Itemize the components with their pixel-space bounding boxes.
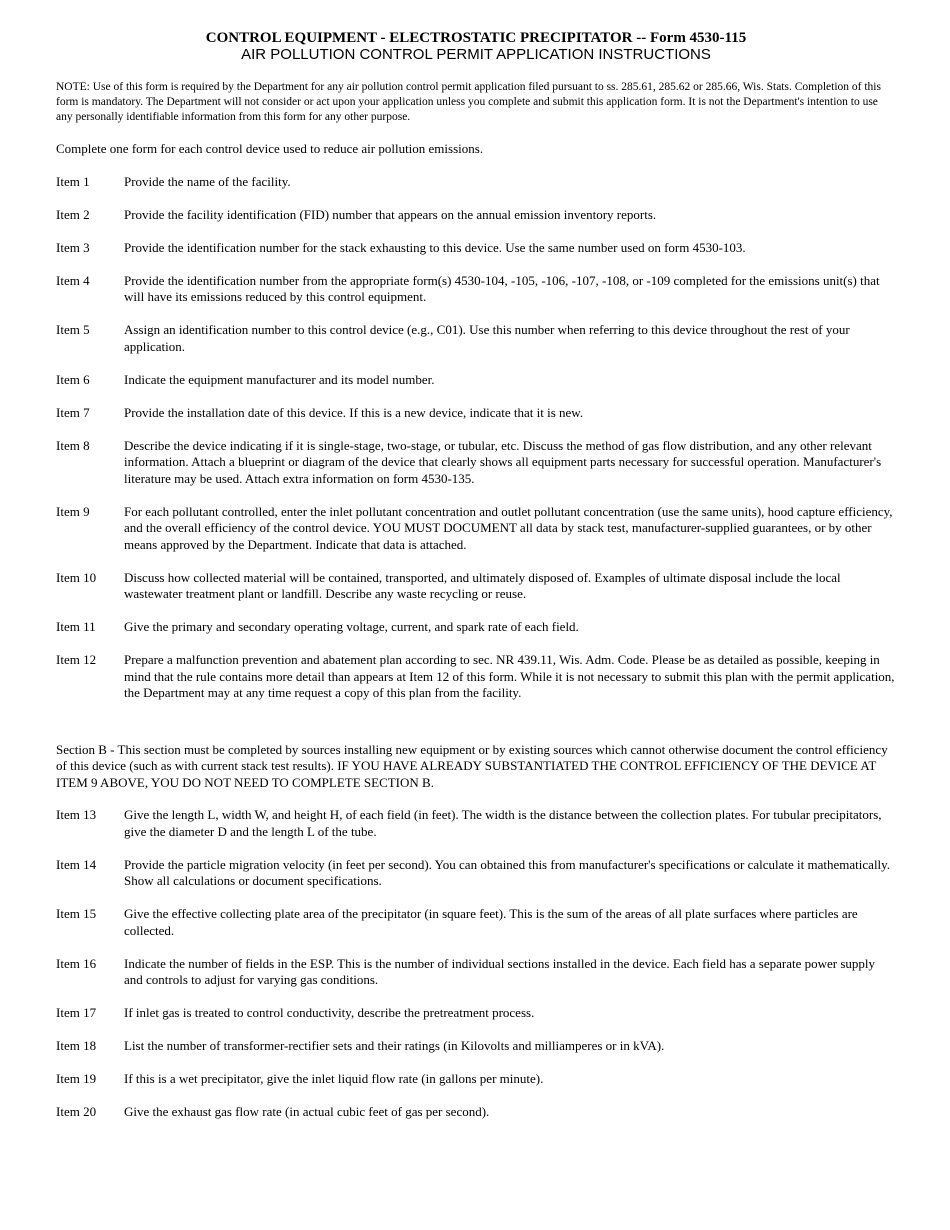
item-text: If this is a wet precipitator, give the inlet liquid flow rate (in gallons per minute). <box>124 1071 544 1086</box>
intro-text: Complete one form for each control device used to reduce air pollution emissions. <box>56 141 484 156</box>
item-label: Item 3 <box>56 239 90 255</box>
document-page <box>56 30 896 1137</box>
item-label: Item 7 <box>56 404 90 420</box>
item-text: Indicate the number of fields in the ESP. This is the number of individual sections installed in the device. Each field has a separate power supply and controls to adjust for varying gas conditions. <box>124 955 876 987</box>
item-text: Provide the facility identification (FID) number that appears on the annual emission inventory reports. <box>124 206 657 222</box>
item-label: Item 2 <box>56 206 90 222</box>
item-text: For each pollutant controlled, enter the inlet pollutant concentration and outlet pollutant concentration (use the same units), hood capture efficiency, and the overall efficiency of the control device. YOU MUST DOCUMENT all data by stack test, manufacturer-supplied guarantees, or by other means approved by the Department. Indicate that data is attached. <box>124 503 893 552</box>
page-subtitle: AIR POLLUTION CONTROL PERMIT APPLICATION INSTRUCTIONS <box>241 46 711 63</box>
item-label: Item 4 <box>56 272 90 288</box>
item-label: Item 20 <box>56 1104 97 1119</box>
item-text: Indicate the equipment manufacturer and its model number. <box>124 371 435 387</box>
item-label: Item 19 <box>56 1071 97 1086</box>
item-label: Item 1 <box>56 173 90 189</box>
instruction-item <box>56 438 896 488</box>
item-label: Item 9 <box>56 503 90 519</box>
instruction-item <box>56 1038 896 1055</box>
item-label: Item 18 <box>56 1038 97 1053</box>
items-section-b <box>56 807 896 1121</box>
instruction-item <box>56 207 896 224</box>
item-label: Item 15 <box>56 906 97 921</box>
instruction-item <box>56 652 896 702</box>
instruction-item <box>56 504 896 554</box>
item-text: List the number of transformer-rectifier sets and their ratings (in Kilovolts and milliamperes or in kVA). <box>124 1038 665 1053</box>
instruction-item <box>56 807 896 840</box>
item-text: Assign an identification number to this control device (e.g., C01). Use this number when referring to this device throughout the rest of your application. <box>124 322 850 354</box>
item-label: Item 8 <box>56 437 90 453</box>
item-text: Discuss how collected material will be contained, transported, and ultimately disposed of. Examples of ultimate disposal include the local wastewater treatment plant or landfill. Describe any waste recycling or reuse. <box>124 569 841 601</box>
item-label: Item 6 <box>56 371 90 387</box>
item-text: Provide the identification number from the appropriate form(s) 4530-104, -105, -106, -107, -108, or -109 completed for the emissions unit(s) that will have its emissions reduced by this control equipment. <box>124 272 880 304</box>
item-text: Give the effective collecting plate area of the precipitator (in square feet). This is the sum of the areas of all plate surfaces where particles are collected. <box>124 906 858 938</box>
item-text: Provide the identification number for the stack exhausting to this device. Use the same number used on form 4530-103. <box>124 239 746 255</box>
instruction-item <box>56 906 896 939</box>
item-text: Prepare a malfunction prevention and abatement plan according to sec. NR 439.11, Wis. Adm. Code. Please be as detailed as possible, keeping in mind that the rule contains more detail than appears at Item 12 of this form. While it is not necessary to submit this plan with the permit application, the Department may at any time request a copy of this plan from the facility. <box>124 652 895 700</box>
instruction-item <box>56 956 896 989</box>
item-text: Describe the device indicating if it is single-stage, two-stage, or tubular, etc. Discuss the method of gas flow distribution, and any other relevant information. Attach a blueprint or diagram of the device that clearly shows all equipment parts necessary for successful operation. Manufacturer's literature may be used. Attach extra information on form 4530-135. <box>124 437 882 486</box>
item-text: If inlet gas is treated to control conductivity, describe the pretreatment process. <box>124 1005 535 1020</box>
instruction-item <box>56 1071 896 1088</box>
privacy-note: NOTE: Use of this form is required by the Department for any air pollution control permit application filed pursuant to ss. 285.61, 285.62 or 285.66, Wis. Stats. Completion of this form is mandatory. The Department will not consider or act upon your application unless you complete and submit this application form. It is not the Department's intention to use any personally identifiable information from this form for any other purpose. <box>56 81 881 123</box>
instruction-item <box>56 619 896 636</box>
instruction-item <box>56 240 896 257</box>
instruction-item <box>56 273 896 306</box>
item-text: Provide the installation date of this device. If this is a new device, indicate that it is new. <box>124 404 584 420</box>
item-label: Item 10 <box>56 569 97 585</box>
items-section-a <box>56 174 896 702</box>
section-b-intro: Section B - This section must be completed by sources installing new equipment or by existing sources which cannot otherwise document the control efficiency of this device (such as with current stack test results). IF YOU HAVE ALREADY SUBSTANTIATED THE CONTROL EFFICIENCY OF THE DEVICE AT ITEM 9 ABOVE, YOU DO NOT NEED TO COMPLETE SECTION B. <box>56 741 888 790</box>
instruction-item <box>56 857 896 890</box>
instruction-item <box>56 174 896 191</box>
item-label: Item 5 <box>56 322 90 337</box>
instruction-item <box>56 405 896 422</box>
item-text: Give the length L, width W, and height H, of each field (in feet). The width is the distance between the collection plates. For tubular precipitators, give the diameter D and the length L of the tube. <box>124 807 882 839</box>
item-label: Item 12 <box>56 652 97 667</box>
instruction-item <box>56 1005 896 1022</box>
item-label: Item 13 <box>56 807 97 822</box>
item-text: Provide the name of the facility. <box>124 173 291 189</box>
instruction-item <box>56 570 896 603</box>
item-label: Item 14 <box>56 856 97 872</box>
item-label: Item 11 <box>56 619 96 634</box>
item-label: Item 16 <box>56 955 97 971</box>
instruction-item <box>56 372 896 389</box>
item-text: Give the exhaust gas flow rate (in actual cubic feet of gas per second). <box>124 1104 490 1119</box>
instruction-item <box>56 322 896 355</box>
instruction-item <box>56 1104 896 1121</box>
page-title: CONTROL EQUIPMENT - ELECTROSTATIC PRECIPITATOR -- Form 4530-115 <box>205 30 747 46</box>
item-text: Give the primary and secondary operating voltage, current, and spark rate of each field. <box>124 619 579 634</box>
item-text: Provide the particle migration velocity (in feet per second). You can obtained this from manufacturer's specifications or calculate it mathematically. Show all calculations or document specifications. <box>124 856 891 888</box>
item-label: Item 17 <box>56 1005 97 1020</box>
